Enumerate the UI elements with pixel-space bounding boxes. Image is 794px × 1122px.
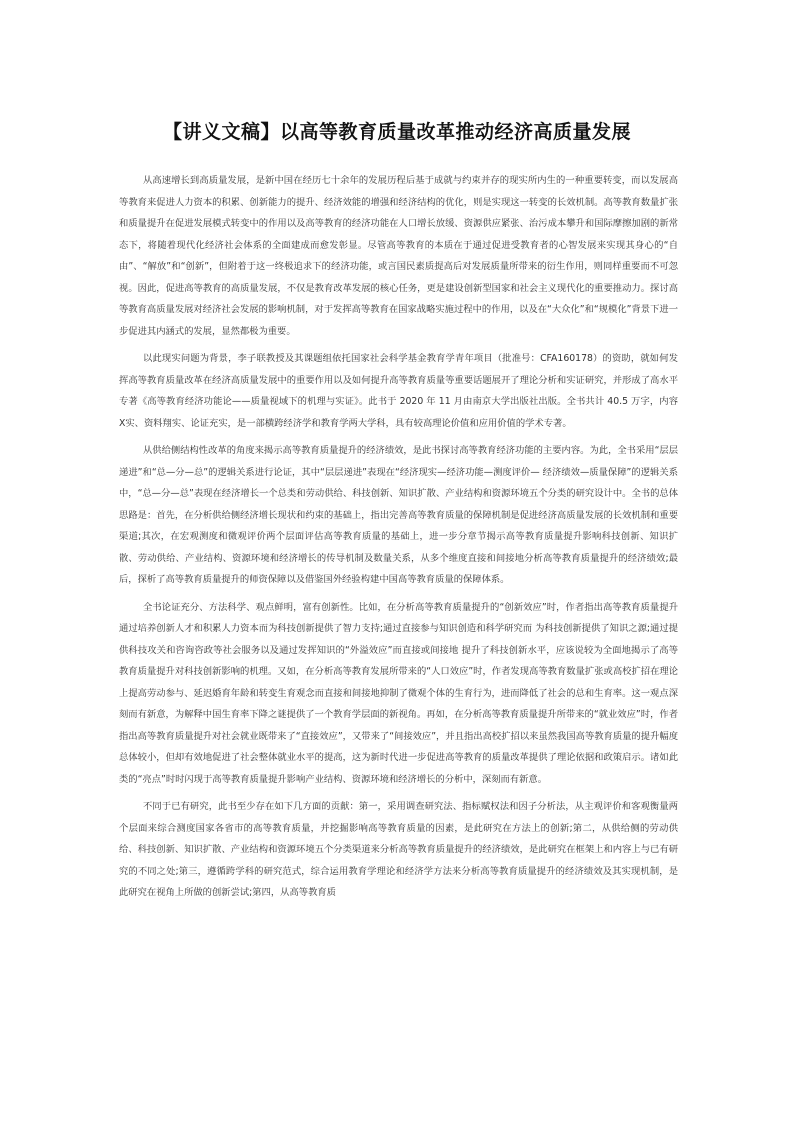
paragraph: 从高速增长到高质量发展，是新中国在经历七十余年的发展历程后基于成就与约束并存的现实所内生的一种重要转变，而以发展高等教育来促进人力资本的积累、创新能力的提升、经济效能的增强和经济结构的优化，则是实现这一转变的长效机制。高等教育数量扩张和质量提升在促进发展模式转变中的作用以及高等教育的经济功能在人口增长放缓、资源供应紧张、治污成本攀升和国际摩擦加剧的新常态下，将随着现代化经济社会体系的全面建成而愈发彰显。尽管高等教育的本质在于通过促进受教育者的心智发展来实现其身心的“自由”、“解放”和“创新”，但附着于这一终极追求下的经济功能，或言国民素质提高后对发展质量所带来的衍生作用，则同样重要而不可忽视。因此，促进高等教育的高质量发展，不仅是教育改革发展的核心任务，更是建设创新型国家和社会主义现代化的重要推动力。探讨高等教育高质量发展对经济社会发展的影响机制，对于发挥高等教育在国家战略实施过程中的作用，以及在“大众化”和“规模化”背景下进一步促进其内涵式的发展，显然都极为重要。 (119, 175, 678, 337)
document-body (119, 170, 678, 910)
paragraph: 全书论证充分、方法科学、观点鲜明，富有创新性。比如，在分析高等教育质量提升的“创新效应”时，作者指出高等教育质量提升通过培养创新人才和积累人力资本而为科技创新提供了智力支持;通过直接参与知识创造和科学研究而 为科技创新提供了知识之源;通过提供科技攻关和咨询咨政等社会服务以及通过发挥知识的“外溢效应”而直接或间接地 提升了科技创新水平，应该说较为全面地揭示了高等教育质量提升对科技创新影响的机理。又如，在分析高等教育发展所带来的“人口效应”时，作者发现高等教育数量扩张或高校扩招在理论上提高劳动参与、延迟婚育年龄和转变生育观念而直接和间接地抑制了微观个体的生育行为，进而降低了社会的总和生育率。这一观点深刻而有新意，为解释中国生育率下降之谜提供了一个教育学层面的新视角。再如，在分析高等教育质量提升所带来的“就业效应”时，作者指出高等教育质量提升对社会就业既带来了“直接效应”，又带来了“间接效应”，并且指出高校扩招以来虽然我国高等教育质量的提升幅度总体较小，但却有效地促进了社会整体就业水平的提高，这为新时代进一步促进高等教育的质量改革提供了理论依据和政策启示。诸如此类的“亮点”时时闪现于高等教育质量提升影响产业结构、资源环境和经济增长的分析中，深刻而有新意。 (119, 601, 678, 785)
paragraph: 不同于已有研究，此书至少存在如下几方面的贡献：第一，采用调查研究法、指标赋权法和因子分析法，从主观评价和客观衡量两个层面来综合测度国家各省市的高等教育质量，并挖掘影响高等教育质量的因素，是此研究在方法上的创新;第二，从供给侧的劳动供给、科技创新、知识扩散、产业结构和资源环境五个分类渠道来分析高等教育质量提升的经济绩效，是此研究在框架上和内容上与已有研究的不同之处;第三，遵循跨学科的研究范式，综合运用教育学理论和经济学方法来分析高等教育质量提升的经济绩效及其实现机制，是此研究在视角上所做的创新尝试;第四，从高等教育质 (119, 801, 678, 898)
paragraph: 以此现实问题为背景，李子联教授及其课题组依托国家社会科学基金教育学青年项目（批准号：CFA160178）的资助，就如何发挥高等教育质量改革在经济高质量发展中的重要作用以及如何提升高等教育质量等重要话题展开了理论分析和实证研究，并形成了高水平专著《高等教育经济功能论——质量视域下的机理与实证》。此书于 2020 年 11 月由南京大学出版社出版。全书共计 40.5 万字，内容X实、资料翔实、论证充实，是一部横跨经济学和教育学两大学科，具有较高理论价值和应用价值的学术专著。 (119, 353, 678, 429)
paragraph: 从供给侧结构性改革的角度来揭示高等教育质量提升的经济绩效，是此书探讨高等教育经济功能的主要内容。为此，全书采用“层层递进”和“总—分—总”的逻辑关系进行论证，其中“层层递进”表现在“经济现实—经济功能—测度评价— 经济绩效—质量保障”的逻辑关系中，“总—分—总”表现在经济增长一个总类和劳动供给、科技创新、知识扩散、产业结构和资源环境五个分类的研究设计中。全书的总体思路是：首先，在分析供给侧经济增长现状和约束的基础上，指出完善高等教育质量的保障机制是促进经济高质量发展的长效机制和重要渠道;其次，在宏观测度和微观评价两个层面评估高等教育质量的基础上，进一步分章节揭示高等教育质量提升影响科技创新、知识扩散、劳动供给、产业结构、资源环境和经济增长的传导机制及数量关系，从多个维度直接和间接地分析高等教育质量提升的经济绩效;最后，探析了高等教育质量提升的师资保障以及借鉴国外经验构建中国高等教育质量的保障体系。 (119, 445, 678, 585)
document-title: 【讲义文稿】以高等教育质量改革推动经济高质量发展 (162, 120, 631, 143)
